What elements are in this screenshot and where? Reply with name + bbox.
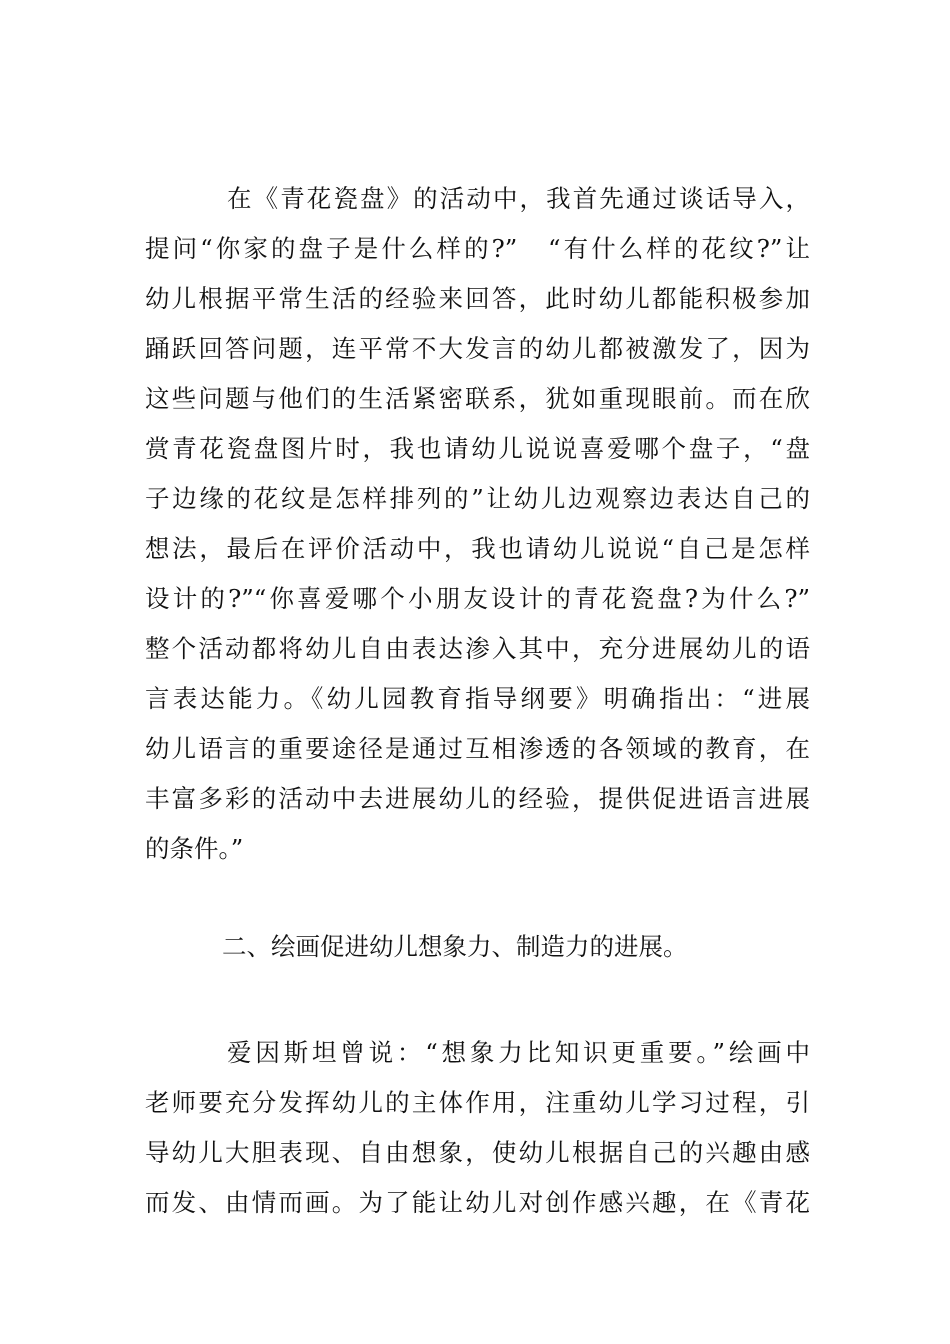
paragraph-1-line: 幼儿语言的重要途径是通过互相渗透的各领域的教育，在 [145,734,810,763]
paragraph-2-line: 导幼儿大胆表现、自由想象，使幼儿根据自己的兴趣由感 [145,1138,810,1167]
paragraph-1-line: 幼儿根据平常生活的经验来回答，此时幼儿都能积极参加 [145,284,810,313]
paragraph-2-line: 而发、由情而画。为了能让幼儿对创作感兴趣，在《青花 [145,1188,810,1217]
paragraph-1-line: 整个活动都将幼儿自由表达渗入其中，充分进展幼儿的语 [145,634,810,663]
paragraph-1-line: 想法，最后在评价活动中，我也请幼儿说说“自己是怎样 [145,534,810,563]
paragraph-1-line: 踊跃回答问题，连平常不大发言的幼儿都被激发了，因为 [145,334,810,363]
paragraph-1-line: 言表达能力。《幼儿园教育指导纲要》明确指出：“进展 [145,684,810,713]
section-heading: 二、绘画促进幼儿想象力、制造力的进展。 [222,932,688,961]
paragraph-1-line: 这些问题与他们的生活紧密联系，犹如重现眼前。而在欣 [145,384,810,413]
paragraph-2-line: 老师要充分发挥幼儿的主体作用，注重幼儿学习过程，引 [145,1088,810,1117]
paragraph-1-line: 赏青花瓷盘图片时，我也请幼儿说说喜爱哪个盘子，“盘 [145,434,810,463]
paragraph-1-line: 设计的?”“你喜爱哪个小朋友设计的青花瓷盘?为什么?” [145,584,810,613]
paragraph-1-line: 的条件。” [145,834,244,863]
paragraph-1-line: 在《青花瓷盘》的活动中，我首先通过谈话导入， [227,184,810,213]
paragraph-2-line: 爱因斯坦曾说：“想象力比知识更重要。”绘画中 [227,1038,810,1067]
paragraph-1-line: 子边缘的花纹是怎样排列的”让幼儿边观察边表达自己的 [145,484,810,513]
paragraph-1-line: 提问“你家的盘子是什么样的?” “有什么样的花纹?”让 [145,234,810,263]
paragraph-1-line: 丰富多彩的活动中去进展幼儿的经验，提供促进语言进展 [145,784,810,813]
